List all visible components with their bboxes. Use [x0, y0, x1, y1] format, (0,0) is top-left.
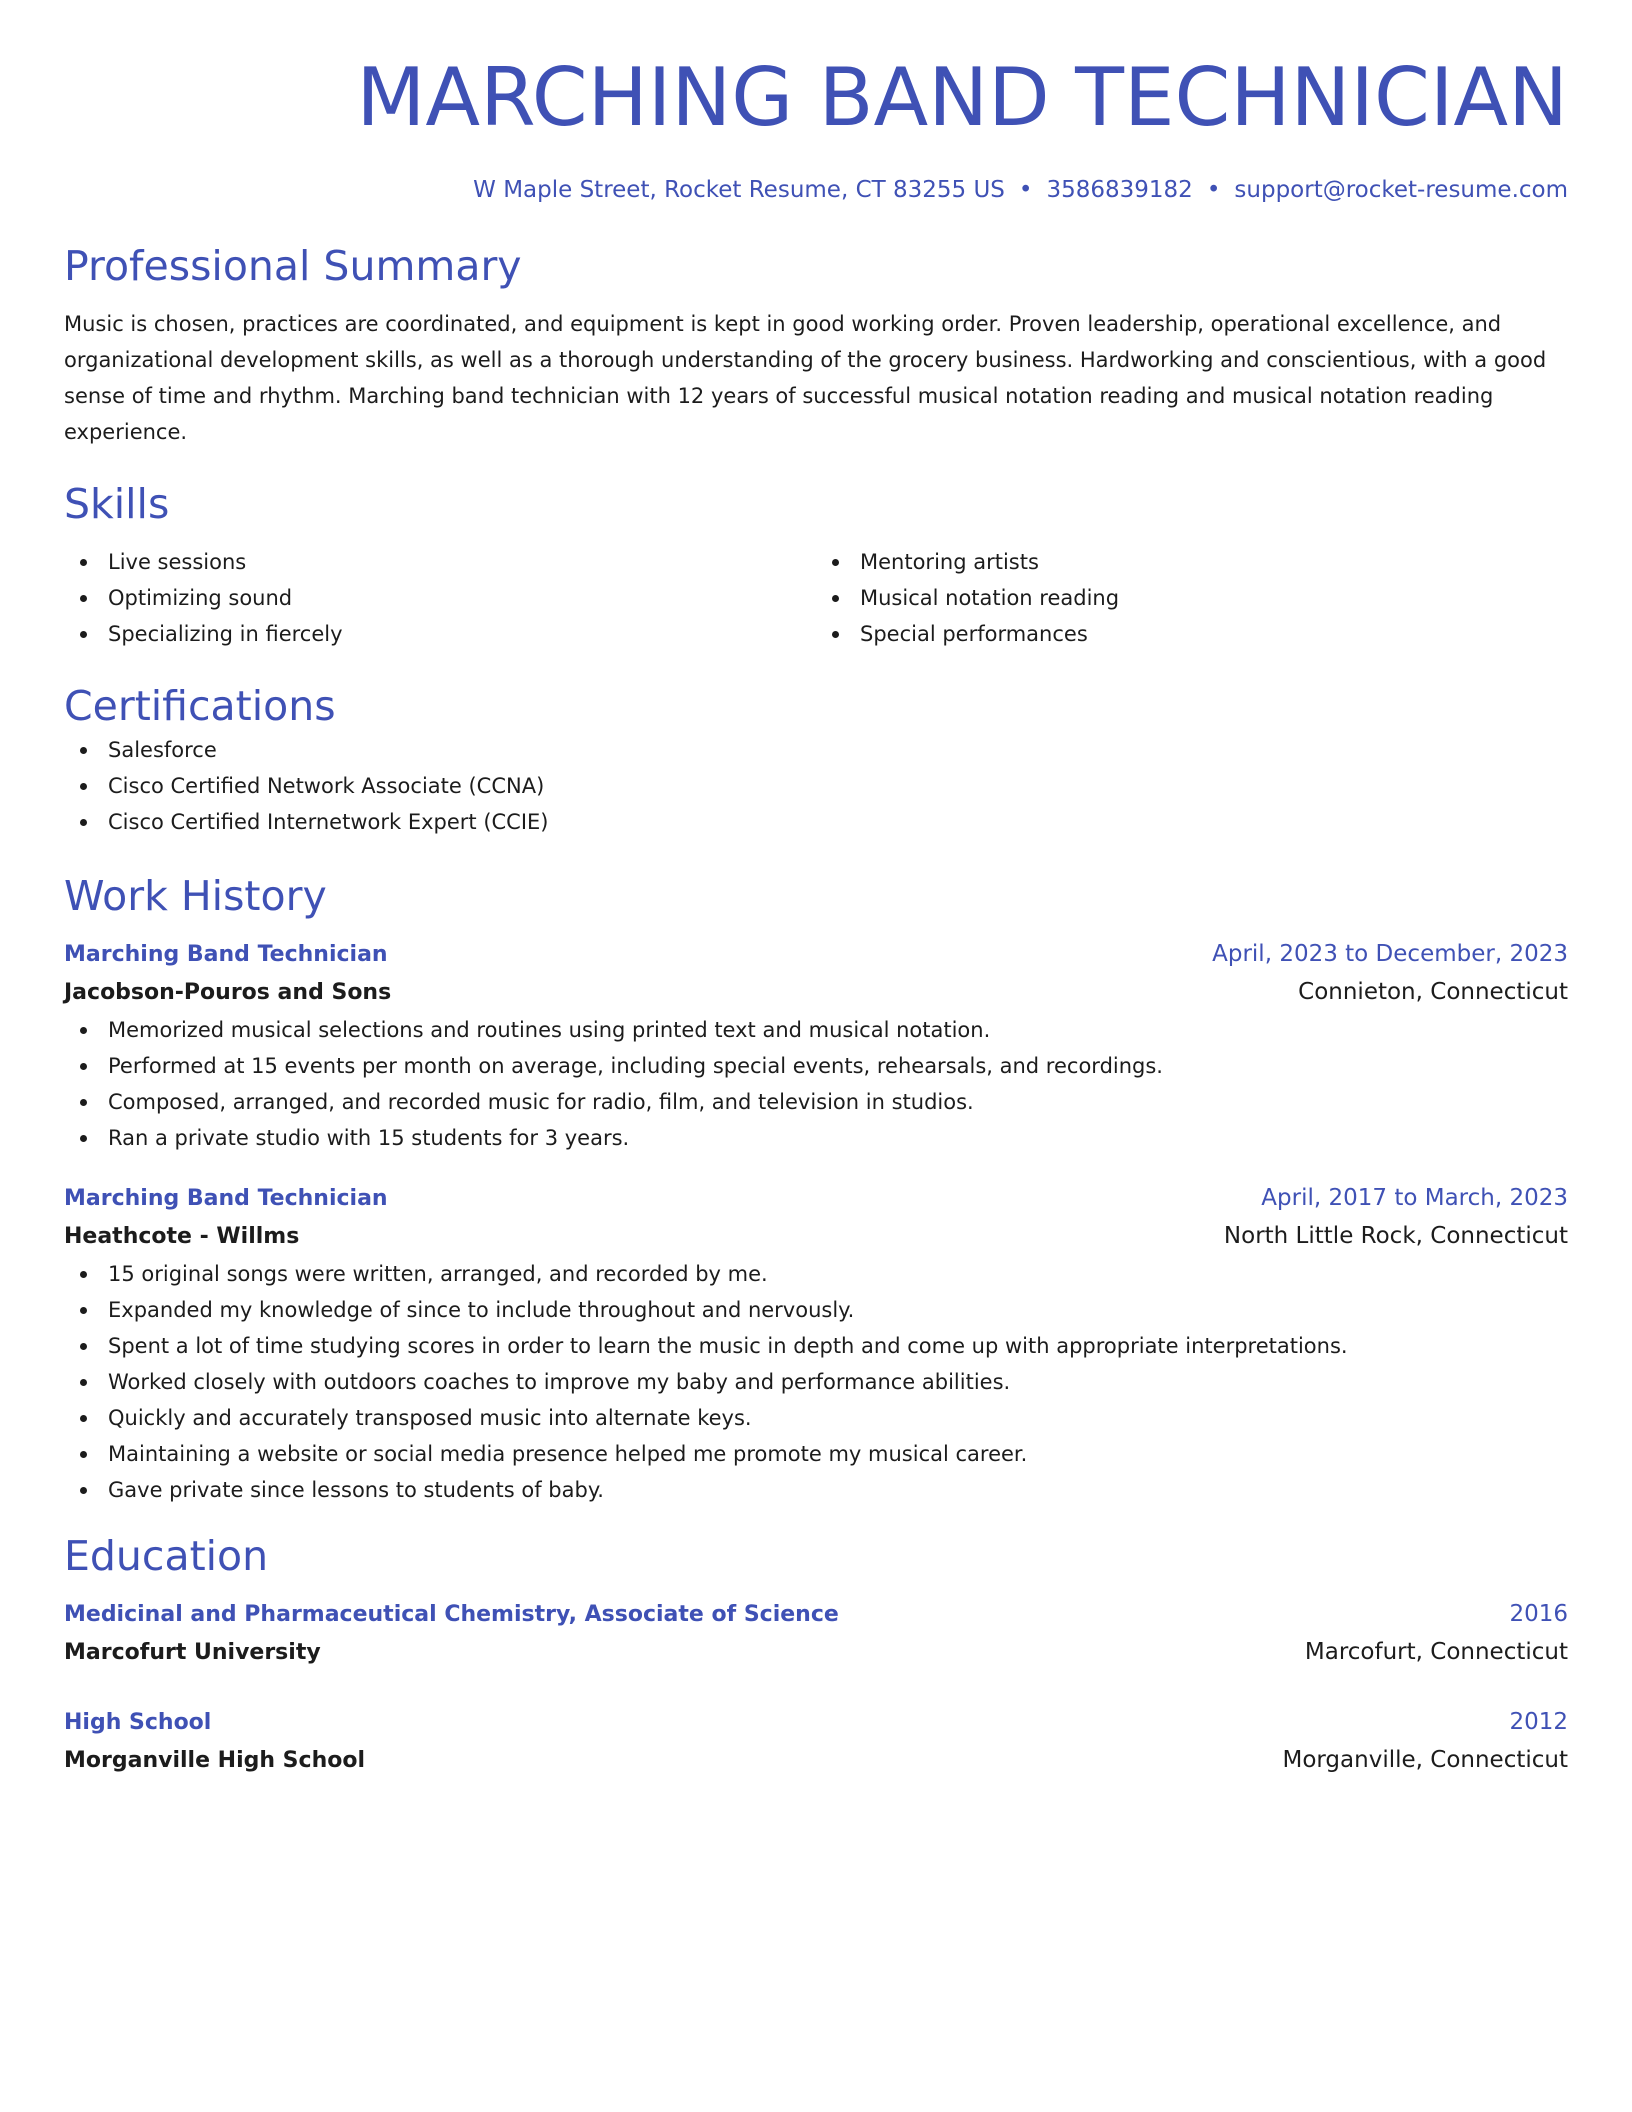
job-duty-item: Gave private since lessons to students of baby.: [64, 1472, 1568, 1508]
contact-separator: •: [1018, 177, 1033, 203]
job-duty-item: Performed at 15 events per month on average, including special events, rehearsals, and recordings.: [64, 1048, 1568, 1084]
job-duties-list: [64, 1256, 1568, 1508]
job-duty-item: Spent a lot of time studying scores in order to learn the music in depth and come up with appropriate interpretations.: [64, 1328, 1568, 1364]
contact-line: [64, 174, 1568, 206]
job-title: Marching Band Technician: [64, 942, 388, 967]
job-duty-item: 15 original songs were written, arranged, and recorded by me.: [64, 1256, 1568, 1292]
contact-separator: •: [1206, 177, 1221, 203]
skill-item: Live sessions: [64, 544, 816, 580]
job-company: Jacobson-Pouros and Sons: [64, 980, 392, 1005]
certification-item: Salesforce: [64, 732, 1568, 768]
education-entry: [64, 1596, 1568, 1672]
education-degree: Medicinal and Pharmaceutical Chemistry, Associate of Science: [64, 1602, 839, 1627]
work-entry-header: [64, 936, 1568, 973]
job-title: Marching Band Technician: [64, 1186, 388, 1211]
summary-heading: Professional Summary: [64, 242, 522, 290]
resume-name: MARCHING BAND TECHNICIAN: [356, 51, 1568, 144]
work-entry-header: [64, 1180, 1568, 1217]
work-entry: [64, 936, 1568, 1156]
contact-phone: 3586839182: [1046, 177, 1193, 203]
education-entry-subheader: [64, 1741, 1568, 1780]
job-company: Heathcote - Willms: [64, 1224, 300, 1249]
skill-item: Mentoring artists: [816, 544, 1568, 580]
job-location: Connieton, Connecticut: [1298, 979, 1568, 1005]
work-entry-subheader: [64, 1217, 1568, 1256]
skills-list-left: [64, 544, 816, 652]
skills-list-right: [816, 544, 1568, 652]
job-duties-list: [64, 1012, 1568, 1156]
certifications-list: [64, 732, 1568, 840]
education-entry: [64, 1704, 1568, 1780]
work-entry-subheader: [64, 973, 1568, 1012]
education-location: Morganville, Connecticut: [1282, 1747, 1568, 1773]
education-location: Marcofurt, Connecticut: [1304, 1639, 1568, 1665]
job-duty-item: Ran a private studio with 15 students for 3 years.: [64, 1120, 1568, 1156]
contact-email: support@rocket-resume.com: [1234, 177, 1568, 203]
education-year: 2012: [1509, 1709, 1568, 1735]
certification-item: Cisco Certified Internetwork Expert (CCIE): [64, 804, 1568, 840]
job-duty-item: Worked closely with outdoors coaches to improve my baby and performance abilities.: [64, 1364, 1568, 1400]
job-duty-item: Composed, arranged, and recorded music for radio, film, and television in studios.: [64, 1084, 1568, 1120]
skill-item: Musical notation reading: [816, 580, 1568, 616]
education-entry-subheader: [64, 1633, 1568, 1672]
education-degree: High School: [64, 1710, 212, 1735]
education-school: Marcofurt University: [64, 1640, 321, 1665]
skill-item: Special performances: [816, 616, 1568, 652]
education-entry-header: [64, 1704, 1568, 1741]
job-duty-item: Maintaining a website or social media presence helped me promote my musical career.: [64, 1436, 1568, 1472]
education-entry-header: [64, 1596, 1568, 1633]
education-heading: Education: [64, 1532, 269, 1580]
work-history-heading: Work History: [64, 872, 327, 920]
skill-item: Optimizing sound: [64, 580, 816, 616]
certifications-heading: Certifications: [64, 682, 336, 730]
job-duty-item: Expanded my knowledge of since to include throughout and nervously.: [64, 1292, 1568, 1328]
work-entry: [64, 1180, 1568, 1508]
skills-grid: [64, 544, 1568, 652]
skills-heading: Skills: [64, 480, 170, 528]
job-duty-item: Quickly and accurately transposed music into alternate keys.: [64, 1400, 1568, 1436]
education-year: 2016: [1509, 1601, 1568, 1627]
summary-text: Music is chosen, practices are coordinated, and equipment is kept in good working order. Proven leadership, operational excellence, and organizational development skills, as well as a thorough understanding of the grocery business. Hardworking and conscientious, with a good sense of time and rhythm. Marching band technician with 12 years of successful musical notation reading and musical notation reading experience.: [64, 312, 1547, 444]
contact-address: W Maple Street, Rocket Resume, CT 83255 US: [473, 177, 1005, 203]
job-dates: April, 2023 to December, 2023: [1212, 941, 1568, 967]
skill-item: Specializing in fiercely: [64, 616, 816, 652]
job-duty-item: Memorized musical selections and routines using printed text and musical notation.: [64, 1012, 1568, 1048]
certification-item: Cisco Certified Network Associate (CCNA): [64, 768, 1568, 804]
education-school: Morganville High School: [64, 1748, 365, 1773]
job-dates: April, 2017 to March, 2023: [1261, 1185, 1568, 1211]
job-location: North Little Rock, Connecticut: [1223, 1223, 1568, 1249]
